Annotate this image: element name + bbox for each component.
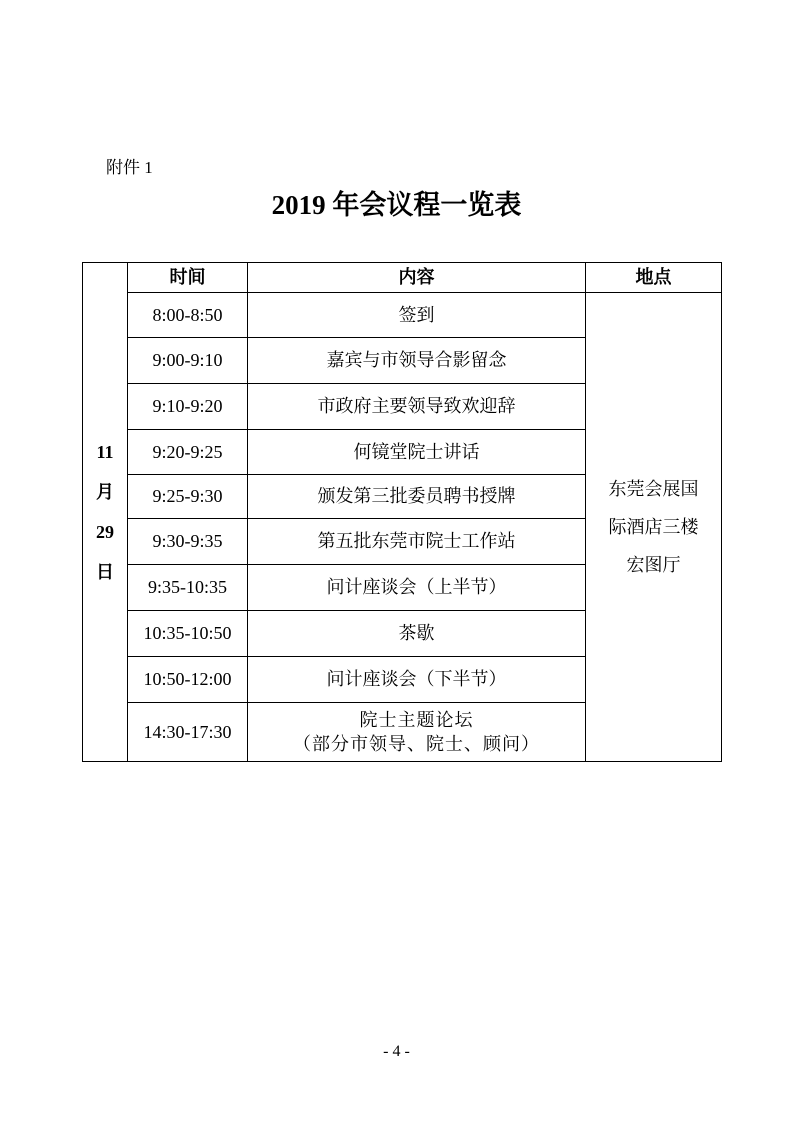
date-line: 月 bbox=[96, 482, 114, 502]
table-row bbox=[83, 293, 722, 338]
row-time: 10:50-12:00 bbox=[128, 657, 248, 703]
row-time: 9:00-9:10 bbox=[128, 338, 248, 384]
row-content: 签到 bbox=[248, 293, 586, 338]
row-content: 颁发第三批委员聘书授牌 bbox=[248, 475, 586, 519]
row-content: 问计座谈会（上半节） bbox=[248, 565, 586, 611]
date-cell bbox=[83, 263, 128, 762]
table-header-row bbox=[83, 263, 722, 293]
attachment-label: 附件 1 bbox=[106, 158, 153, 177]
header-time: 时间 bbox=[128, 263, 248, 293]
location-line: 东莞会展国 bbox=[608, 479, 699, 499]
row-time: 8:00-8:50 bbox=[128, 293, 248, 338]
agenda-table bbox=[82, 262, 722, 762]
row-content bbox=[248, 703, 586, 762]
page-title: 2019 年会议程一览表 bbox=[271, 190, 522, 220]
row-content: 茶歇 bbox=[248, 611, 586, 657]
date-line: 日 bbox=[96, 562, 114, 582]
row-time: 10:35-10:50 bbox=[128, 611, 248, 657]
row-content-line: （部分市领导、院士、顾问） bbox=[293, 734, 540, 754]
row-time: 14:30-17:30 bbox=[128, 703, 248, 762]
row-time: 9:35-10:35 bbox=[128, 565, 248, 611]
row-time: 9:10-9:20 bbox=[128, 384, 248, 430]
row-time: 9:30-9:35 bbox=[128, 519, 248, 565]
row-time: 9:20-9:25 bbox=[128, 430, 248, 475]
location-line: 际酒店三楼 bbox=[608, 517, 699, 537]
location-line: 宏图厅 bbox=[626, 555, 681, 575]
date-line: 29 bbox=[96, 522, 114, 542]
row-content: 嘉宾与市领导合影留念 bbox=[248, 338, 586, 384]
row-content: 问计座谈会（下半节） bbox=[248, 657, 586, 703]
row-content: 市政府主要领导致欢迎辞 bbox=[248, 384, 586, 430]
location-cell bbox=[586, 293, 722, 762]
page-number: - 4 - bbox=[383, 1043, 410, 1060]
row-content-line: 院士主题论坛 bbox=[359, 709, 474, 730]
header-location: 地点 bbox=[586, 263, 722, 293]
row-time: 9:25-9:30 bbox=[128, 475, 248, 519]
row-content: 何镜堂院士讲话 bbox=[248, 430, 586, 475]
date-line: 11 bbox=[96, 442, 114, 462]
header-content: 内容 bbox=[248, 263, 586, 293]
row-content: 第五批东莞市院士工作站 bbox=[248, 519, 586, 565]
